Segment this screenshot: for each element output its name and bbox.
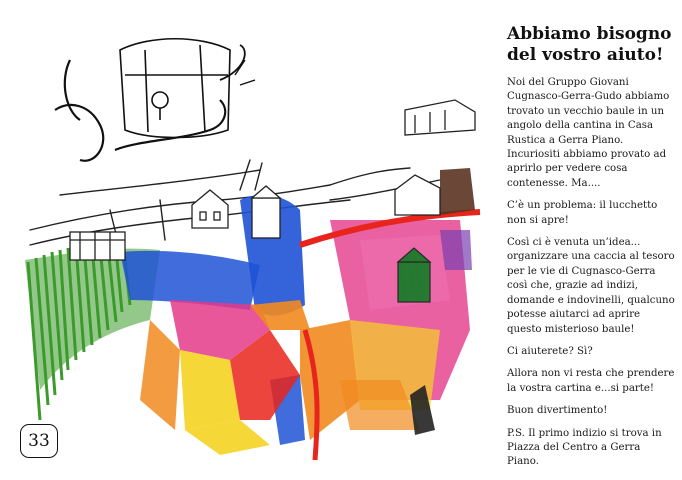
- title-line-1: Abbiamo bisogno: [507, 24, 672, 44]
- paragraph: Così ci è venuta un’idea... organizzare una caccia al tesoro per le vie di Cugnasco-Gerra così che, grazie ad indizi, domande e indovinelli, qualcuno potesse aiutarci ad aprire questo misterioso baule!: [507, 237, 675, 335]
- building-icon: [405, 100, 475, 135]
- text-column: [507, 24, 675, 478]
- building-icon: [70, 232, 125, 260]
- paragraph: Noi del Gruppo Giovani Cugnasco-Gerra-Gudo abbiamo trovato un vecchio baule in un angolo della cantina in Casa Rustica a Gerra Piano. Incuriositi abbiamo provato ad aprirlo per vedere cosa contenesse. Ma....: [507, 77, 670, 189]
- house-icon: [192, 190, 228, 228]
- treasure-chest-logo: [55, 39, 255, 161]
- title-line-2: del vostro aiuto!: [507, 45, 664, 65]
- paragraph: C’è un problema: il lucchetto non si apre!: [507, 200, 658, 226]
- page-title: [507, 24, 675, 66]
- paragraph: Ci aiuterete? Sì?: [507, 345, 593, 357]
- paragraph: P.S. Il primo indizio si trova in Piazza del Centro a Gerra Piano.: [507, 427, 662, 468]
- church-icon: [252, 186, 280, 238]
- paragraph: Allora non vi resta che prendere la vostra cartina e...si parte!: [507, 368, 675, 394]
- page-number: 33: [20, 424, 58, 458]
- paragraph: Buon divertimento!: [507, 405, 608, 417]
